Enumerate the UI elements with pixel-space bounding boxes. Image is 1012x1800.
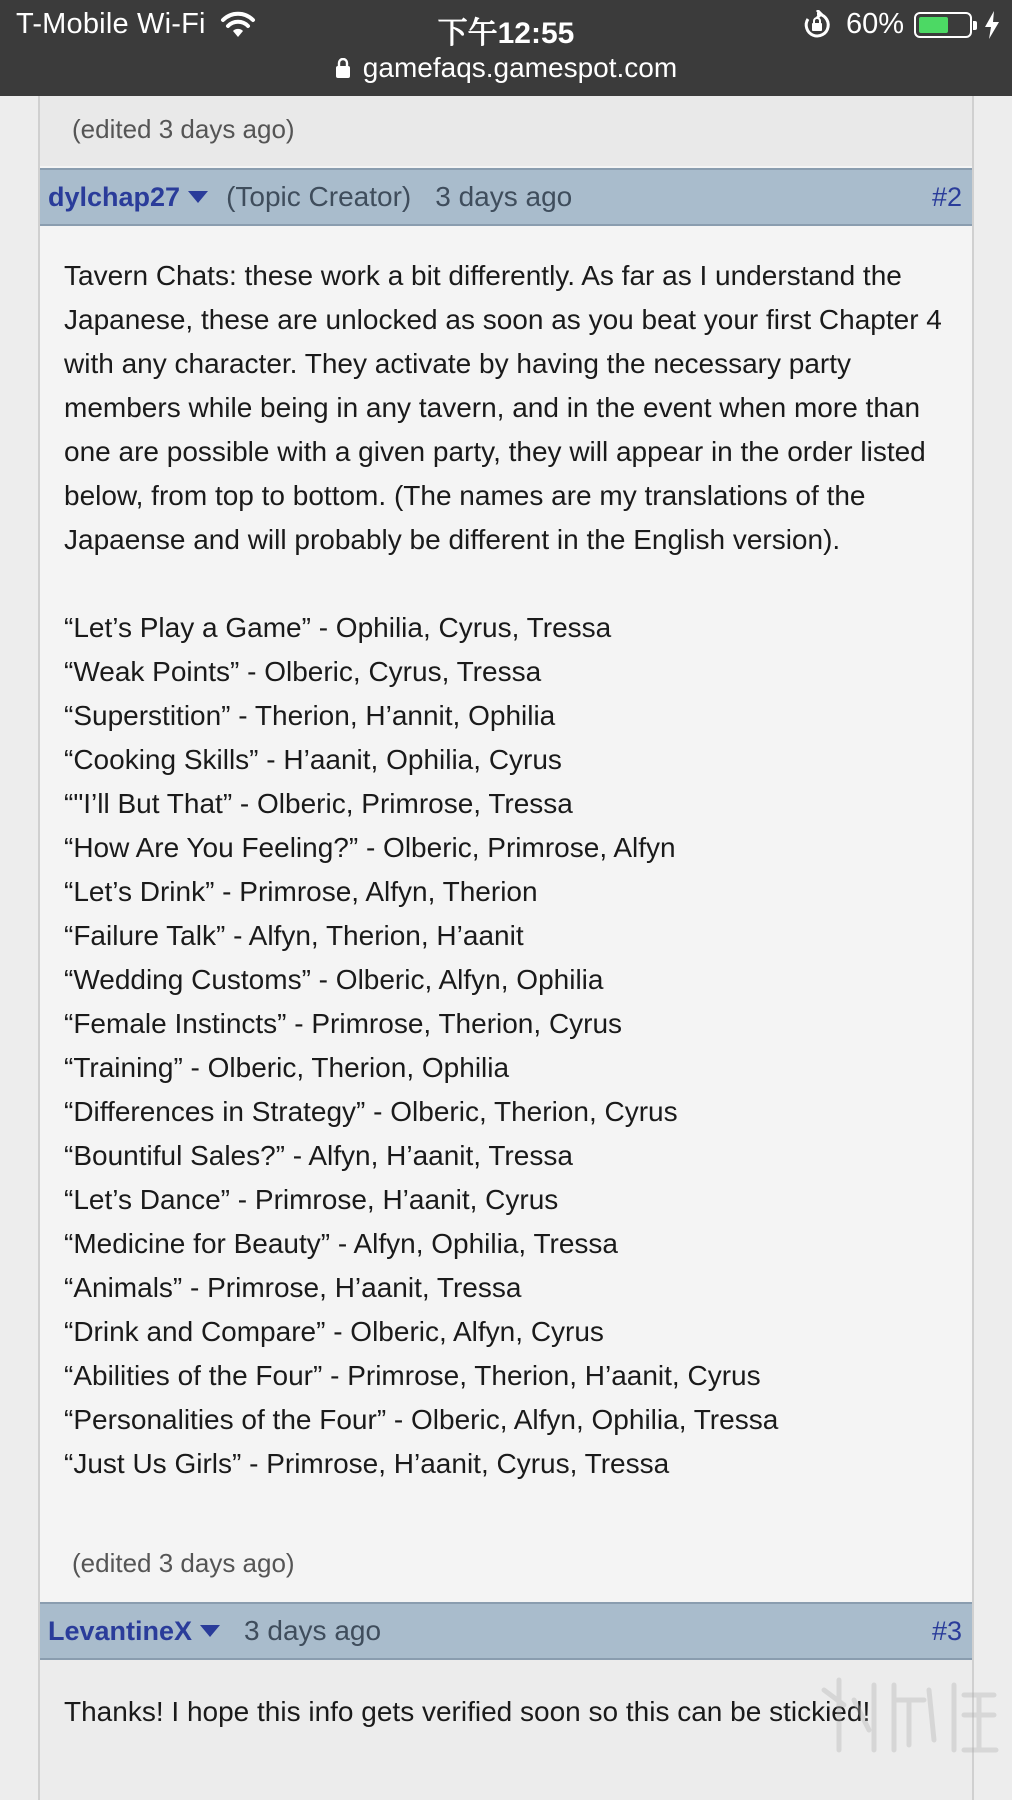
tavern-chat-item: “Let’s Dance” - Primrose, H’aanit, Cyrus <box>64 1184 559 1215</box>
tavern-chat-item: “Just Us Girls” - Primrose, H’aanit, Cyrus, Tressa <box>64 1448 670 1479</box>
status-and-url-bar <box>0 0 1012 96</box>
tavern-chat-item: “Failure Talk” - Alfyn, Therion, H’aanit <box>64 920 524 951</box>
edited-note: (edited 3 days ago) <box>72 1548 295 1578</box>
tavern-chat-item: “Bountiful Sales?” - Alfyn, H’aanit, Tressa <box>64 1140 573 1171</box>
watermark-logo <box>814 1670 1004 1760</box>
post-number-link[interactable]: #2 <box>931 181 962 212</box>
message-column <box>38 96 974 1800</box>
battery-fill <box>919 17 948 33</box>
post-time: 3 days ago <box>244 1615 382 1646</box>
tavern-chat-item: “Differences in Strategy” - Olberic, Therion, Cyrus <box>64 1096 678 1127</box>
tavern-chat-item: “Training” - Olberic, Therion, Ophilia <box>64 1052 510 1083</box>
padlock-icon <box>335 58 351 78</box>
tavern-chat-item: “Superstition” - Therion, H’annit, Ophilia <box>64 700 556 731</box>
address-bar[interactable] <box>0 48 1012 88</box>
edited-note: (edited 3 days ago) <box>72 114 295 144</box>
post-time: 3 days ago <box>435 181 573 212</box>
post-header <box>40 168 972 226</box>
tavern-chat-item: “How Are You Feeling?” - Olberic, Primrose, Alfyn <box>64 832 676 863</box>
post-intro: Tavern Chats: these work a bit differently. As far as I understand the Japanese, these are unlocked as soon as you beat your first Chapter 4 with any character. They activate by having the necessary party members while being in any tavern, and in the event when more than one are possible with a given party, they will appear in the order listed below, from top to bottom. (The names are my translations of the Japaense and will probably be different in the English version). <box>64 260 942 555</box>
post-number-link[interactable]: #3 <box>931 1615 962 1646</box>
previous-post-tail <box>40 96 972 166</box>
carrier-label: T-Mobile Wi-Fi <box>16 8 206 40</box>
post-header <box>40 1602 972 1660</box>
tavern-chat-item: “Female Instincts” - Primrose, Therion, Cyrus <box>64 1008 623 1039</box>
tavern-chat-item: “Medicine for Beauty” - Alfyn, Ophilia, Tressa <box>64 1228 618 1259</box>
tavern-chat-item: “Animals” - Primrose, H’aanit, Tressa <box>64 1272 522 1303</box>
tavern-chat-item: “Cooking Skills” - H’aanit, Ophilia, Cyrus <box>64 744 562 775</box>
dropdown-caret-icon[interactable] <box>200 1624 220 1638</box>
charging-bolt-icon <box>984 11 1000 39</box>
tavern-chat-item: “Let’s Play a Game” - Ophilia, Cyrus, Tressa <box>64 612 612 643</box>
url-text[interactable]: gamefaqs.gamespot.com <box>362 52 678 83</box>
battery-percent: 60% <box>845 8 904 40</box>
battery-nub <box>973 21 977 30</box>
post-text: Thanks! I hope this info gets verified soon so this can be stickied! <box>64 1696 871 1727</box>
tavern-chat-item: “Weak Points” - Olberic, Cyrus, Tressa <box>64 656 542 687</box>
clock: 下午12:55 <box>437 17 575 50</box>
topic-creator-tag: (Topic Creator) <box>226 181 412 212</box>
post-body <box>64 254 954 1486</box>
battery-icon <box>914 12 972 38</box>
username-link[interactable]: dylchap27 <box>48 181 181 212</box>
dropdown-caret-icon[interactable] <box>188 190 208 204</box>
tavern-chat-item: “"I’ll But That” - Olberic, Primrose, Tressa <box>64 788 573 819</box>
status-bar <box>0 0 1012 50</box>
username-link[interactable]: LevantineX <box>48 1615 193 1646</box>
tavern-chat-item: “Abilities of the Four” - Primrose, Therion, H’aanit, Cyrus <box>64 1360 761 1391</box>
tavern-chat-item: “Let’s Drink” - Primrose, Alfyn, Therion <box>64 876 538 907</box>
tavern-chat-item: “Drink and Compare” - Olberic, Alfyn, Cyrus <box>64 1316 604 1347</box>
status-right-group <box>802 8 1000 41</box>
tavern-chat-item: “Personalities of the Four” - Olberic, Alfyn, Ophilia, Tressa <box>64 1404 779 1435</box>
rotation-lock-icon <box>802 10 832 40</box>
tavern-chat-item: “Wedding Customs” - Olberic, Alfyn, Ophilia <box>64 964 604 995</box>
tavern-chat-list <box>64 606 954 1486</box>
